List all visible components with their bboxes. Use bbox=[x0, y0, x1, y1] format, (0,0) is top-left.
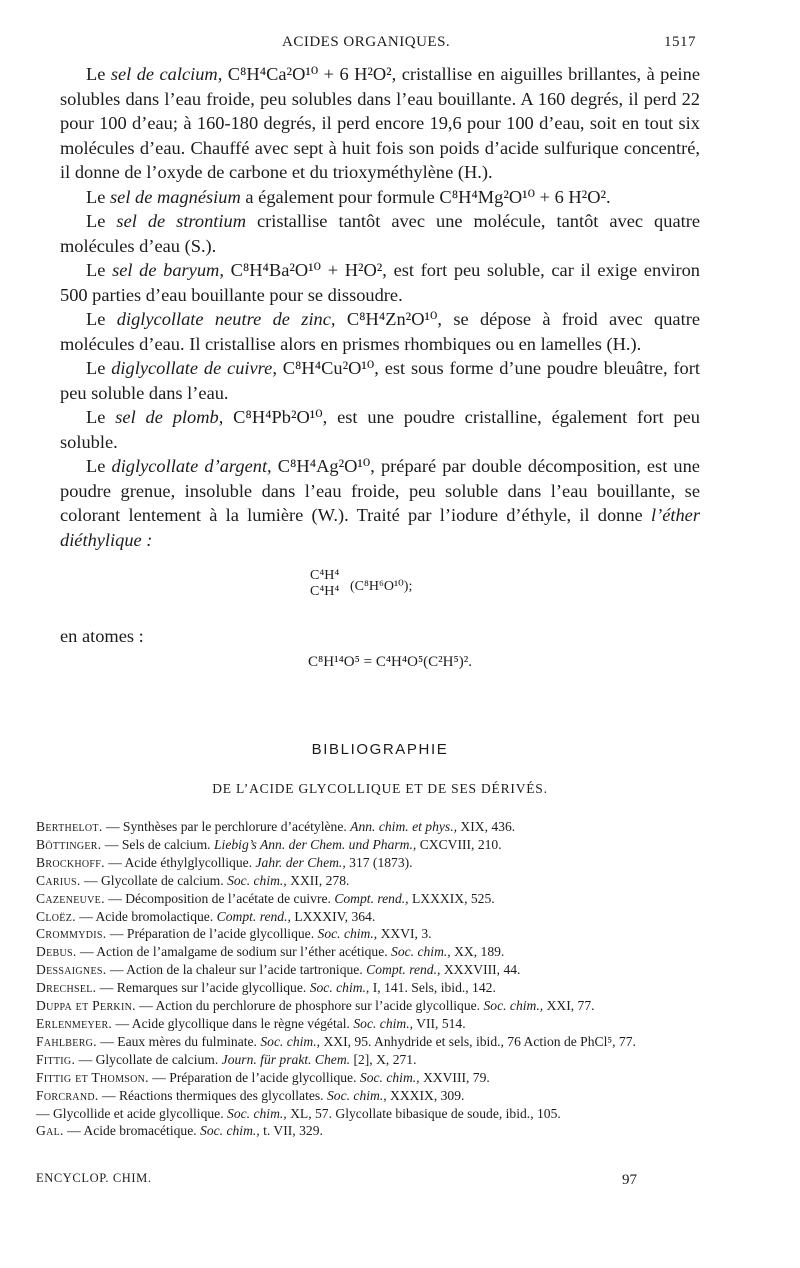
ether-name: l’éther diéthylique : bbox=[60, 505, 700, 550]
author-name: Berthelot. bbox=[36, 819, 103, 834]
journal-name: Compt. rend., bbox=[366, 962, 441, 978]
bibliography-entry bbox=[36, 836, 708, 854]
author-name: Fittig. bbox=[36, 1051, 76, 1067]
para-text: a également pour formule C⁸H⁴Mg²O¹⁰ + 6 H²O². bbox=[245, 186, 611, 207]
entry-reference: t. VII, 329. bbox=[263, 1123, 323, 1139]
formula: C⁸H⁴Zn²O¹⁰, bbox=[346, 309, 442, 329]
formula: C⁸H⁴Ca²O¹⁰ + 6 H²O², bbox=[227, 64, 397, 84]
author-name: Fittig et Thomson. bbox=[36, 1069, 149, 1085]
entry-reference: XXI, 77. bbox=[546, 998, 595, 1014]
journal-name: Compt. rend., bbox=[334, 890, 409, 906]
entry-text: — Acide bromolactique. bbox=[79, 908, 214, 924]
journal-name: Soc. chim., bbox=[326, 1087, 387, 1103]
bibliography-entry bbox=[36, 943, 708, 961]
salt-name: diglycollate d’argent, bbox=[111, 456, 272, 476]
entry-text: — Action de la chaleur sur l’acide tartronique. bbox=[109, 962, 363, 978]
bibliography-entry bbox=[36, 908, 708, 926]
bibliography-entry bbox=[36, 872, 708, 890]
paragraph-calcium bbox=[60, 62, 700, 185]
entry-reference: XXXIX, 309. bbox=[390, 1087, 465, 1103]
salt-name: sel de strontium bbox=[116, 211, 246, 231]
author-name: Böttinger. bbox=[36, 836, 102, 852]
para-text: cristallise en aiguilles brillantes, à peine solubles dans l’eau froide, peu solubles dans l’eau bouillante. A 160 degrés, il perd 22 pour 100 d’eau; à 160-180 degrés, il perd encore 19,6 pour 100 d’eau, soit en tout six molécules d’eau. Chauffé avec sept à huit fois son poids d’acide sulfurique concentré, il donne de l’oxyde de carbone et du trioxyméthylène (H.). bbox=[60, 64, 701, 182]
formula-stack bbox=[310, 568, 339, 600]
para-text: est fort peu soluble, car il exige environ 500 parties d’eau bouillante pour se dissoudre. bbox=[60, 260, 700, 305]
author-name: Drechsel. bbox=[36, 980, 97, 996]
para-text: est une poudre cristalline, également fort peu soluble. bbox=[60, 407, 700, 452]
author-name: Crommydis. bbox=[36, 926, 107, 942]
entry-reference: XXXVIII, 44. bbox=[443, 962, 521, 978]
para-label: Le bbox=[86, 407, 106, 427]
salt-name: sel de baryum, bbox=[112, 260, 224, 280]
formula-top: C⁴H⁴ bbox=[310, 568, 340, 583]
journal-name: Soc. chim., bbox=[227, 1105, 287, 1121]
author-name: Carius. bbox=[36, 872, 81, 888]
main-text bbox=[60, 62, 700, 801]
journal-name: Soc. chim., bbox=[317, 926, 378, 942]
salt-name: sel de plomb, bbox=[115, 407, 224, 427]
journal-name: Jahr. der Chem., bbox=[255, 854, 346, 870]
author-name: Gal. bbox=[36, 1123, 64, 1139]
entry-reference: [2], X, 271. bbox=[353, 1051, 417, 1067]
entry-text: — Action du perchlorure de phosphore sur l’acide glycollique. bbox=[139, 998, 481, 1014]
entry-text: — Décomposition de l’acétate de cuivre. bbox=[108, 890, 331, 906]
para-text: est sous forme d’une poudre bleuâtre, fort peu soluble dans l’eau. bbox=[60, 358, 700, 403]
bibliography-entry bbox=[36, 1105, 708, 1123]
entry-text: — Acide glycollique dans le règne végétal. bbox=[115, 1015, 350, 1031]
entry-text: — Acide bromacétique. bbox=[67, 1123, 197, 1139]
entry-reference: XXVI, 3. bbox=[380, 926, 432, 942]
bibliography-title: BIBLIOGRAPHIE bbox=[311, 741, 449, 758]
bibliography-entry bbox=[36, 997, 708, 1015]
journal-name: Soc. chim., bbox=[227, 872, 287, 888]
journal-name: Soc. chim., bbox=[309, 980, 370, 996]
author-name: Debus. bbox=[36, 944, 77, 960]
formula: C⁸H⁴Pb²O¹⁰, bbox=[233, 407, 328, 427]
entry-reference: 317 (1873). bbox=[349, 854, 413, 870]
journal-name: Soc. chim., bbox=[260, 1033, 321, 1049]
journal-name: Ann. chim. et phys., bbox=[350, 819, 457, 834]
para-label: Le bbox=[86, 211, 106, 231]
paragraph-cuivre bbox=[60, 356, 700, 405]
para-text: cristallise tantôt avec une molécule, tantôt avec quatre molécules d’eau (S.). bbox=[60, 211, 701, 256]
bibliography-entry bbox=[36, 1087, 708, 1105]
author-name: Forcrand. bbox=[36, 1087, 99, 1103]
bibliography-entry bbox=[36, 818, 708, 836]
running-header bbox=[60, 34, 700, 56]
header-title: ACIDES ORGANIQUES. bbox=[282, 34, 451, 50]
journal-name: Liebig’s Ann. der Chem. und Pharm., bbox=[214, 836, 417, 852]
ether-formula bbox=[60, 566, 700, 624]
salt-name: diglycollate neutre de zinc, bbox=[116, 309, 336, 329]
para-label: Le bbox=[86, 260, 106, 280]
entry-text: — Eaux mères du fulminate. bbox=[100, 1033, 257, 1049]
page-number: 1517 bbox=[664, 34, 696, 50]
para-label: Le bbox=[86, 64, 106, 84]
salt-name: diglycollate de cuivre, bbox=[111, 358, 277, 378]
bibliography-entry bbox=[36, 854, 708, 872]
entry-reference: XIX, 436. bbox=[460, 819, 516, 834]
bibliography-entry bbox=[36, 890, 708, 908]
bibliography-entry bbox=[36, 1033, 708, 1051]
journal-name: Soc. chim., bbox=[353, 1015, 414, 1031]
entry-reference: LXXXIX, 525. bbox=[411, 890, 495, 906]
entry-reference: XXVIII, 79. bbox=[422, 1069, 490, 1085]
entry-reference: LXXXIV, 364. bbox=[294, 908, 376, 924]
entry-text: — Glycollide et acide glycollique. bbox=[36, 1105, 224, 1121]
bibliography-entry bbox=[36, 979, 708, 997]
para-label: Le bbox=[86, 186, 106, 207]
entry-text: — Sels de calcium. bbox=[104, 836, 211, 852]
bibliography-entry bbox=[36, 961, 708, 979]
paragraph-magnesium bbox=[60, 185, 700, 210]
page-footer bbox=[36, 1171, 708, 1191]
journal-name: Soc. chim., bbox=[483, 998, 544, 1014]
journal-name: Soc. chim., bbox=[200, 1123, 260, 1139]
author-name: Cloëz. bbox=[36, 908, 76, 924]
author-name: Erlenmeyer. bbox=[36, 1015, 113, 1031]
author-name: Brockhoff. bbox=[36, 854, 105, 870]
entry-text: — Préparation de l’acide glycollique. bbox=[152, 1069, 357, 1085]
entry-reference: CXCVIII, 210. bbox=[419, 836, 502, 852]
journal-name: Compt. rend., bbox=[216, 908, 291, 924]
para-label: Le bbox=[86, 456, 106, 476]
entry-text: — Glycollate de calcium. bbox=[83, 872, 224, 888]
bibliography-entry bbox=[36, 1122, 708, 1140]
atomic-formula: C⁸H¹⁴O⁵ = C⁴H⁴O⁵(C²H⁵)². bbox=[308, 654, 472, 670]
entry-text: — Remarques sur l’acide glycollique. bbox=[99, 980, 307, 996]
entry-reference: XX, 189. bbox=[454, 944, 505, 960]
paragraph-plomb bbox=[60, 405, 700, 454]
author-name: Duppa et Perkin. bbox=[36, 998, 136, 1014]
bibliography-entry bbox=[36, 1051, 708, 1069]
entry-reference: I, 141. Sels, ibid., 142. bbox=[372, 980, 496, 996]
bibliography-entry bbox=[36, 1015, 708, 1033]
entry-reference: XXI, 95. Anhydride et sels, ibid., 76 Action de PhCl⁵, 77. bbox=[323, 1033, 636, 1049]
footer-number: 97 bbox=[622, 1172, 637, 1188]
journal-name: Soc. chim., bbox=[359, 1069, 420, 1085]
paragraph-strontium bbox=[60, 209, 700, 258]
bibliography-entry bbox=[36, 925, 708, 943]
footer-signature: ENCYCLOP. CHIM. bbox=[36, 1171, 152, 1185]
bibliography-subtitle: DE L’ACIDE GLYCOLLIQUE ET DE SES DÉRIVÉS. bbox=[212, 780, 548, 796]
salt-name: sel de magnésium bbox=[110, 186, 241, 207]
bibliography-list bbox=[36, 818, 708, 1140]
entry-reference: XL, 57. Glycollate bibasique de soude, ibid., 105. bbox=[290, 1105, 561, 1121]
author-name: Cazeneuve. bbox=[36, 890, 105, 906]
paragraph-baryum bbox=[60, 258, 700, 307]
formula: C⁸H⁴Cu²O¹⁰, bbox=[282, 358, 379, 378]
formula: C⁸H⁴Ba²O¹⁰ + H²O², bbox=[230, 260, 387, 280]
formula: C⁸H⁴Ag²O¹⁰, bbox=[277, 456, 375, 476]
atomes-label: en atomes : bbox=[60, 626, 144, 646]
salt-name: sel de calcium, bbox=[110, 64, 223, 84]
paragraph-argent bbox=[60, 454, 700, 552]
entry-text: — Action de l’amalgame de sodium sur l’éther acétique. bbox=[79, 944, 388, 960]
author-name: Dessaignes. bbox=[36, 962, 107, 978]
bibliography-entry bbox=[36, 1069, 708, 1087]
para-label: Le bbox=[86, 309, 106, 329]
formula-bottom: C⁴H⁴ bbox=[310, 584, 340, 599]
para-label: Le bbox=[86, 358, 106, 378]
entry-text: — Synthèses par le perchlorure d’acétylène. bbox=[105, 819, 347, 834]
entry-text: — Préparation de l’acide glycollique. bbox=[109, 926, 315, 942]
entry-text: — Réactions thermiques des glycollates. bbox=[101, 1087, 324, 1103]
formula-rest: (C⁸H⁶O¹⁰); bbox=[350, 579, 413, 594]
entry-text: — Acide éthylglycollique. bbox=[108, 854, 253, 870]
journal-name: Soc. chim., bbox=[391, 944, 451, 960]
paragraph-zinc bbox=[60, 307, 700, 356]
entry-text: — Glycollate de calcium. bbox=[78, 1051, 219, 1067]
para-text: préparé par double décomposition, est une poudre grenue, insoluble dans l’eau froide, peu soluble dans l’eau bouillante, se colorant lentement à la lumière (W.). Traité par l’iodure d’éthyle, il donne bbox=[60, 456, 700, 525]
author-name: Fahlberg. bbox=[36, 1033, 97, 1049]
journal-name: Journ. für prakt. Chem. bbox=[221, 1051, 351, 1067]
para-text: se dépose à froid avec quatre molécules d’eau. Il cristallise alors en prismes rhombiques ou en lamelles (H.). bbox=[60, 309, 700, 354]
entry-reference: XXII, 278. bbox=[290, 872, 350, 888]
entry-reference: VII, 514. bbox=[416, 1015, 466, 1031]
